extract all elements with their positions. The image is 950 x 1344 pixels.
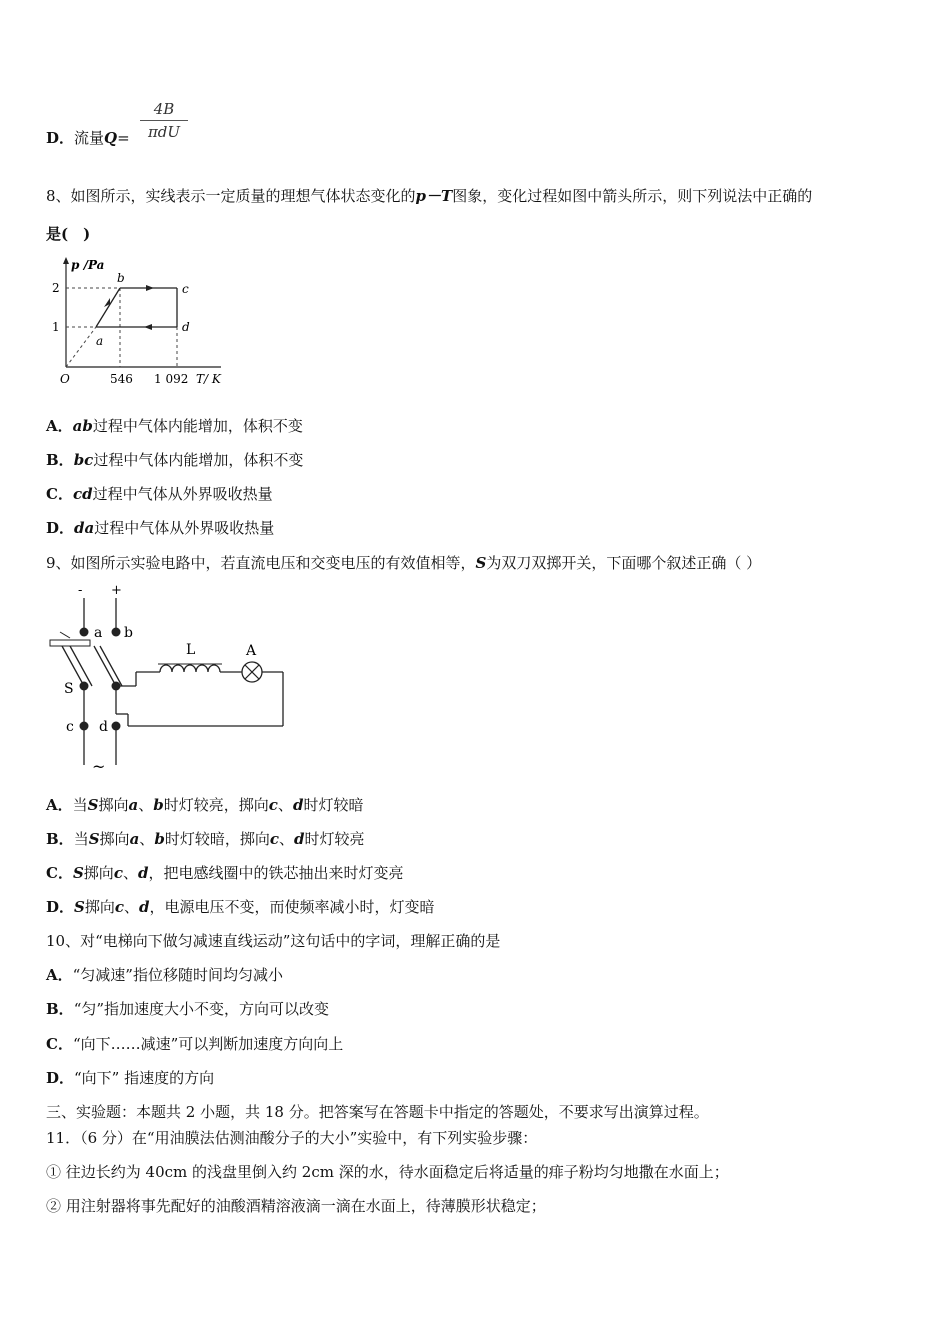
point-c: c <box>182 282 189 296</box>
q9-circuit-diagram <box>40 580 300 775</box>
ac-source-symbol: ~ <box>92 757 106 775</box>
q11-stem: 11．（6 分）在“用油膜法估测油酸分子的大小”实验中，有下列实验步骤： <box>46 1129 538 1147</box>
terminal-a: a <box>94 625 103 641</box>
fraction-denominator: πdU <box>147 123 181 141</box>
q8-pT-graph <box>46 255 236 395</box>
q9-option-c: C．S掷向c、d，把电感线圈中的铁芯抽出来时灯变亮 <box>46 864 404 882</box>
q10-option-d: D．“向下” 指速度的方向 <box>46 1069 215 1087</box>
origin-label: O <box>60 372 70 386</box>
dc-minus-label: - <box>78 583 83 598</box>
q11-step-1: ① 往边长约为 40cm 的浅盘里倒入约 2cm 深的水，待水面稳定后将适量的痱子粉均匀地撒在水面上； <box>46 1163 729 1181</box>
y-tick-2: 2 <box>52 281 60 295</box>
q8-option-b: B．bc过程中气体内能增加，体积不变 <box>46 451 304 469</box>
terminal-c: c <box>66 719 74 735</box>
point-d: d <box>182 320 190 334</box>
terminal-b: b <box>124 625 133 641</box>
point-a: a <box>96 334 104 348</box>
section-3-heading: 三、实验题：本题共 2 小题，共 18 分。把答案写在答题卡中指定的答题处，不要求写出演算过程。 <box>46 1103 709 1121</box>
q9-stem: 9、如图所示实验电路中，若直流电压和交变电压的有效值相等，S为双刀双掷开关，下面哪个叙述正确（ ） <box>46 554 762 572</box>
graph-y-label: p /Pa <box>71 258 105 272</box>
q10-option-c: C．“向下……减速”可以判断加速度方向向上 <box>46 1035 344 1053</box>
terminal-d: d <box>99 719 108 735</box>
point-b: b <box>117 271 125 285</box>
graph-x-label: T/ K <box>196 372 221 386</box>
q8-option-d: D．da过程中气体从外界吸收热量 <box>46 519 275 537</box>
q11-step-2: ② 用注射器将事先配好的油酸酒精溶液滴一滴在水面上，待薄膜形状稳定； <box>46 1197 546 1215</box>
q9-option-a: A．当S掷向a、b时灯较亮，掷向c、d时灯较暗 <box>46 796 364 814</box>
q10-option-b: B．“匀”指加速度大小不变，方向可以改变 <box>46 1000 330 1018</box>
q9-option-b: B．当S掷向a、b时灯较暗，掷向c、d时灯较亮 <box>46 830 365 848</box>
lamp-label: A <box>246 643 257 659</box>
process-ab <box>96 288 120 327</box>
inductor-coil <box>160 665 220 672</box>
x-tick-546: 546 <box>110 372 133 386</box>
prev-option-d: D．流量Q= <box>46 129 130 147</box>
inductor-label: L <box>186 642 196 658</box>
y-tick-1: 1 <box>52 320 60 334</box>
fraction-numerator: 4B <box>140 100 188 121</box>
q10-stem: 10、对“电梯向下做匀减速直线运动”这句话中的字词，理解正确的是 <box>46 932 501 950</box>
dc-plus-label: + <box>111 583 122 598</box>
x-tick-1092: 1 092 <box>154 372 189 386</box>
q10-option-a: A．“匀减速”指位移随时间均匀减小 <box>46 966 283 984</box>
q8-option-a: A．ab过程中气体内能增加，体积不变 <box>46 417 303 435</box>
switch-s-label: S <box>64 681 74 697</box>
q8-stem-line1: 8、如图所示，实线表示一定质量的理想气体状态变化的p－T图象，变化过程如图中箭头所示，则下列说法中正确的 <box>46 187 813 205</box>
q8-stem-line2: 是( ) <box>46 225 91 243</box>
q8-option-c: C．cd过程中气体从外界吸收热量 <box>46 485 273 503</box>
q9-option-d: D．S掷向c、d，电源电压不变，而使频率减小时，灯变暗 <box>46 898 435 916</box>
flow-fraction <box>140 100 188 141</box>
